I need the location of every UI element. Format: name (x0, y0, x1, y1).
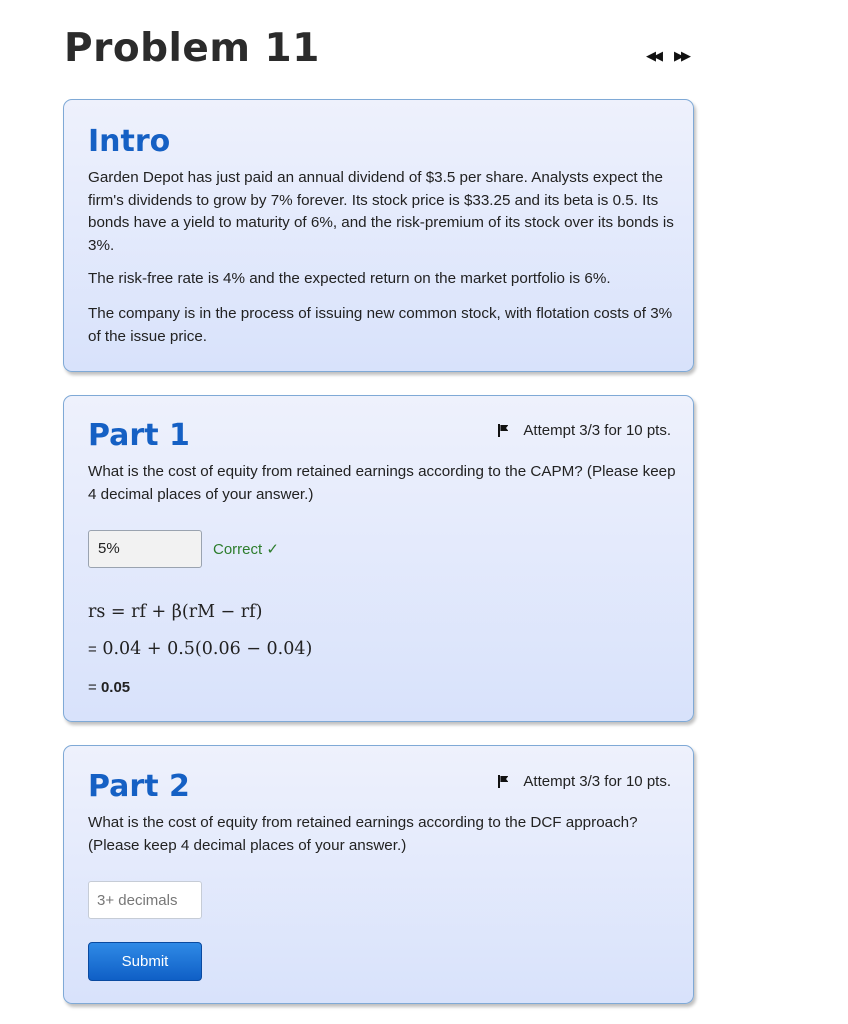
correct-status: Correct ✓ (213, 541, 279, 558)
attempt-label: Attempt 3/3 for 10 pts. (523, 422, 671, 439)
part2-answer-input[interactable] (88, 881, 202, 919)
equals-sign: = (88, 641, 97, 658)
page-title: Problem 11 (64, 26, 320, 71)
intro-paragraph: Garden Depot has just paid an annual dividend of $3.5 per share. Analysts expect the firm's dividends to grow by 7% forever. Its stock price is $33.25 and its beta is 0.5. Its bonds have a yield to maturity of 6%, and the risk-premium of its stock over its bonds is 3%. (88, 169, 674, 254)
intro-paragraph: The company is in the process of issuing new common stock, with flotation costs of 3% of the issue price. (88, 305, 673, 345)
part2-question: What is the cost of equity from retained earnings according to the DCF approach? (Please keep 4 decimal places of your answer.) (88, 814, 638, 854)
next-problem-icon[interactable]: ▶▶ (674, 49, 688, 64)
flag-icon[interactable] (497, 775, 509, 788)
part2-card (63, 745, 694, 1004)
attempt-label: Attempt 3/3 for 10 pts. (523, 773, 671, 790)
flag-icon[interactable] (497, 424, 509, 437)
part1-attempt-info (497, 422, 671, 439)
part1-heading: Part 1 (88, 418, 190, 453)
formula-line: rs = rf + β(rM − rf) (88, 602, 263, 622)
intro-heading: Intro (88, 124, 171, 159)
result-value: 0.05 (100, 679, 131, 696)
intro-paragraph: The risk-free rate is 4% and the expected return on the market portfolio is 6%. (88, 270, 611, 287)
substitution-line (88, 639, 312, 659)
substitution-expression: 0.04 + 0.5(0.06 − 0.04) (102, 639, 313, 659)
result-line (88, 679, 130, 696)
part2-attempt-info (497, 773, 671, 790)
problem-nav (646, 49, 688, 65)
part1-question: What is the cost of equity from retained earnings according to the CAPM? (Please keep 4 decimal places of your answer.) (88, 463, 676, 503)
part1-card (63, 395, 694, 722)
part1-answer-field: 5% (88, 530, 202, 568)
previous-problem-icon[interactable]: ◀◀ (646, 49, 660, 64)
part2-heading: Part 2 (88, 769, 190, 804)
intro-card (63, 99, 694, 372)
submit-button[interactable]: Submit (88, 942, 202, 981)
equals-sign: = (88, 679, 97, 696)
